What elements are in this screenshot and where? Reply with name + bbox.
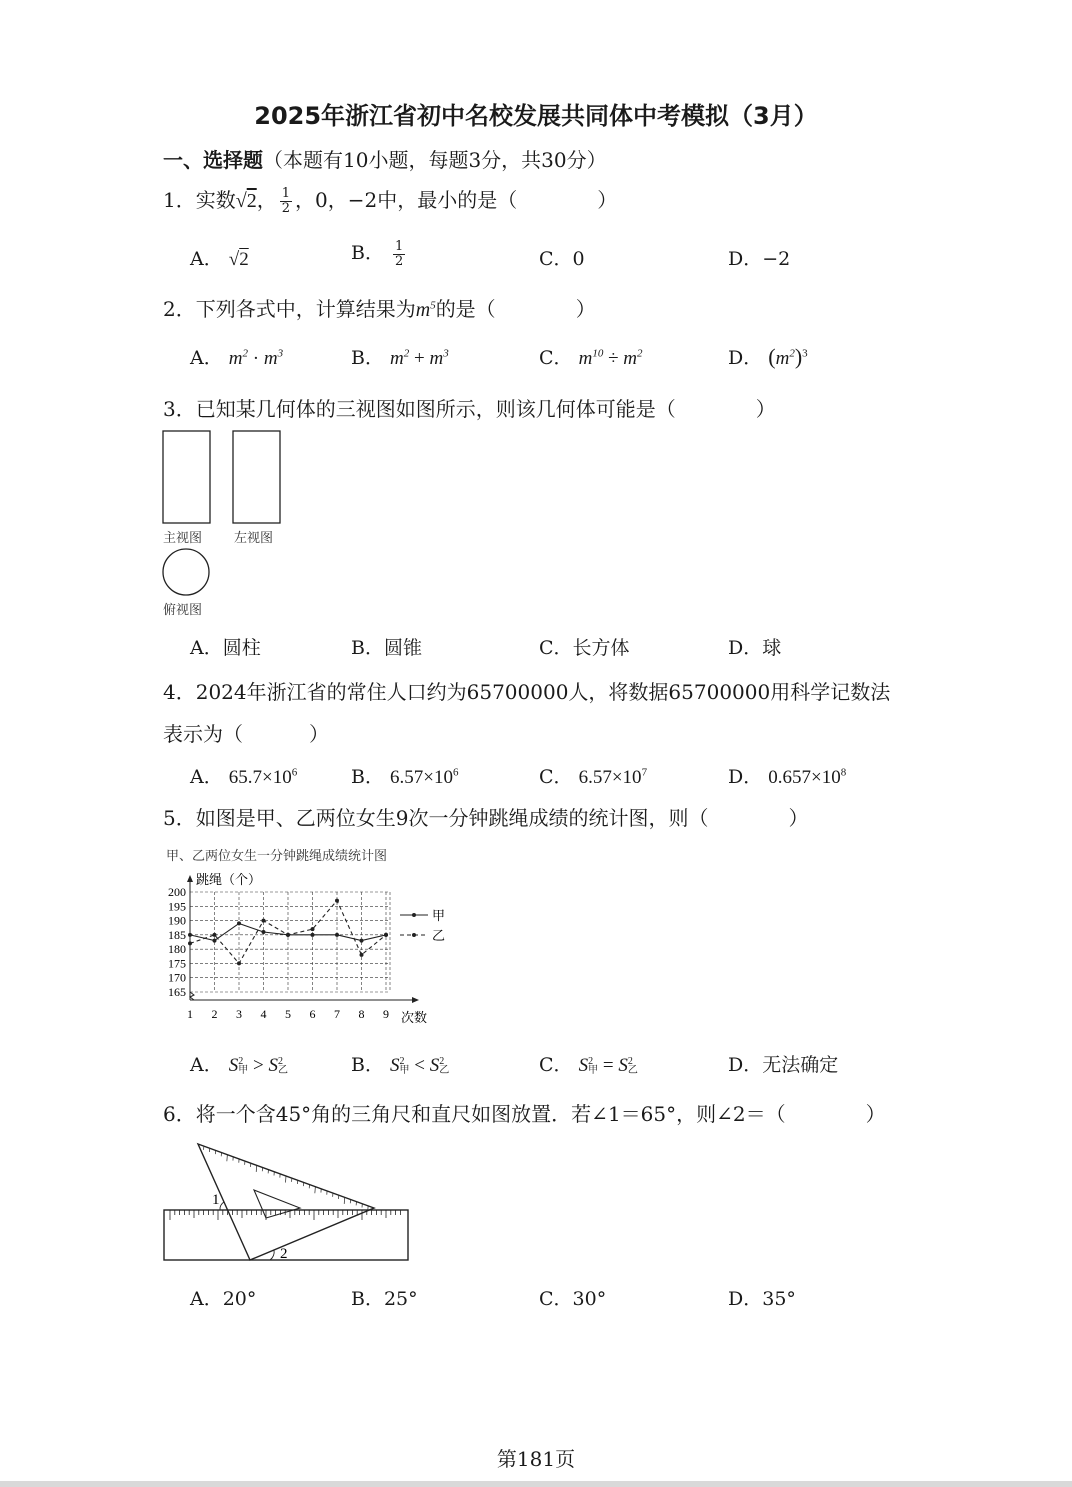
q1-option-a-label: A．: [190, 248, 223, 270]
jump-rope-line-chart: [158, 868, 458, 1028]
q1-text: 实数: [195, 188, 236, 212]
q5-option-a[interactable]: A． S 2 甲 > S 2 乙: [190, 1054, 288, 1076]
q2-option-a[interactable]: A． $m^2 \cdot m^3$: [190, 347, 284, 369]
series-point-乙: [188, 941, 192, 945]
q6-number: 6．: [163, 1102, 196, 1126]
x-tick-label: 9: [383, 1007, 389, 1021]
q2-option-b[interactable]: B． $m^2 + m^3$: [351, 347, 449, 369]
fraction-half: $\frac{1}{2}$: [281, 186, 290, 216]
q1-option-b-label: B．: [351, 242, 384, 264]
question-1: 1．实数√2， $\frac{1}{2}$ ，0，−2中，最小的是（ ）: [163, 186, 618, 216]
q4-option-c[interactable]: C． $6.57\times 10^7$: [539, 766, 648, 788]
three-view-figure: [160, 428, 290, 598]
y-axis-label: 跳绳（个）: [196, 872, 262, 887]
y-tick-label: 185: [168, 927, 186, 942]
q1-option-b-fraction: $\frac{1}{2}$: [395, 238, 404, 269]
q4-option-d-label: D．: [728, 766, 763, 788]
y-axis-arrow: [187, 875, 193, 882]
q5-option-b[interactable]: B． S 2 甲 < S 2 乙: [351, 1054, 450, 1076]
left-view-rect: [233, 431, 280, 523]
q6-close: ）: [865, 1102, 886, 1126]
q4-option-a[interactable]: A． $65.7\times 10^6$: [190, 766, 298, 788]
y-tick-label: 190: [168, 913, 186, 928]
q5-option-c-label: C．: [539, 1054, 573, 1076]
series-point-甲: [360, 939, 364, 943]
x-tick-label: 7: [334, 1007, 340, 1021]
q3-option-c[interactable]: C．长方体: [539, 637, 630, 659]
q1-text-b: ，0，−2中，最小的是（: [295, 188, 518, 212]
series-point-甲: [335, 933, 339, 937]
series-point-甲: [237, 921, 241, 925]
q1-option-a[interactable]: [190, 244, 249, 271]
section-heading: [163, 144, 607, 173]
top-view-circle: [163, 549, 209, 595]
q1-option-d[interactable]: D．−2: [728, 248, 791, 270]
angle-1-arc: [220, 1202, 224, 1210]
series-point-乙: [213, 933, 217, 937]
legend-marker-甲: [412, 913, 416, 917]
question-3: [163, 393, 776, 422]
q3-number: 3．: [163, 397, 196, 421]
x-tick-label: 3: [236, 1007, 242, 1021]
q4-option-c-label: C．: [539, 766, 573, 788]
q4-text-line2: 表示为（: [163, 722, 243, 746]
q5-option-a-label: A．: [190, 1054, 223, 1076]
q5-number: 5．: [163, 806, 196, 830]
q2-option-a-label: A．: [190, 347, 223, 369]
front-view-label: 主视图: [163, 531, 203, 546]
series-point-甲: [262, 930, 266, 934]
q5-text: 如图是甲、乙两位女生9次一分钟跳绳成绩的统计图，则（: [195, 806, 709, 830]
page-title: 2025年浙江省初中名校发展共同体中考模拟（3月）: [254, 102, 818, 130]
q6-option-c[interactable]: C．30°: [539, 1288, 607, 1310]
question-2: [163, 293, 596, 322]
series-point-甲: [213, 939, 217, 943]
y-tick-label: 175: [168, 956, 186, 971]
q3-option-a[interactable]: A．圆柱: [190, 637, 261, 659]
q2-close: ）: [575, 297, 596, 321]
front-view-rect: [163, 431, 210, 523]
q4-number: 4．: [163, 680, 196, 704]
x-tick-label: 8: [358, 1007, 365, 1021]
q6-option-a[interactable]: A．20°: [190, 1288, 257, 1310]
legend-label-甲: 甲: [432, 908, 446, 923]
x-tick-label: 4: [260, 1007, 267, 1021]
q1-close: ）: [597, 188, 618, 212]
q1-number: 1．: [163, 188, 196, 212]
series-point-甲: [188, 933, 192, 937]
q1-option-c[interactable]: C．0: [539, 248, 585, 270]
axis-break: [190, 992, 194, 1000]
q2-option-d[interactable]: D． $(m^2)^3$: [728, 344, 808, 369]
angle-2-label: 2: [280, 1246, 288, 1262]
top-view-label: 俯视图: [163, 603, 203, 618]
q4-option-d[interactable]: D． $0.657\times 10^8$: [728, 766, 847, 788]
section-title: 一、选择题: [163, 148, 263, 172]
series-point-乙: [335, 899, 339, 903]
series-point-乙: [311, 927, 315, 931]
q4-option-a-label: A．: [190, 766, 223, 788]
series-point-甲: [311, 933, 315, 937]
q4-text-line1: 2024年浙江省的常住人口约为65700000人，将数据65700000用科学记数法: [195, 680, 891, 704]
q3-close: ）: [755, 397, 776, 421]
q2-option-c[interactable]: C． $m^{10} \div m^2$: [539, 347, 643, 369]
q6-option-d[interactable]: D．35°: [728, 1288, 796, 1310]
question-4: [163, 676, 890, 705]
q2-option-b-label: B．: [351, 347, 384, 369]
legend-label-乙: 乙: [432, 928, 446, 943]
y-tick-label: 165: [168, 985, 186, 999]
q5-option-c[interactable]: C． S 2 甲 = S 2 乙: [539, 1054, 638, 1076]
q2-option-c-label: C．: [539, 347, 573, 369]
q2-text-b: 的是（: [435, 297, 496, 321]
q2-m5: $m^5$: [415, 299, 436, 321]
x-tick-label: 2: [211, 1007, 218, 1021]
q1-option-a-sqrt: √2: [228, 249, 249, 270]
bottom-scrollbar[interactable]: [0, 1481, 1072, 1487]
q5-close: ）: [788, 806, 809, 830]
q5-option-d[interactable]: D．无法确定: [728, 1054, 839, 1076]
y-tick-label: 170: [168, 970, 186, 985]
x-tick-label: 1: [187, 1007, 193, 1021]
q4-option-b[interactable]: B． $6.57\times 10^6$: [351, 766, 459, 788]
series-point-乙: [384, 933, 388, 937]
legend-marker-乙: [412, 933, 416, 937]
page-number: 第181页: [496, 1447, 576, 1471]
left-view-label: 左视图: [234, 531, 274, 546]
q6-option-b[interactable]: B．25°: [351, 1288, 418, 1310]
q4-close: ）: [309, 722, 329, 746]
sqrt2: √2: [235, 190, 257, 212]
series-point-乙: [262, 919, 266, 923]
series-point-乙: [237, 961, 241, 965]
q2-option-d-label: D．: [728, 347, 763, 369]
q1-option-a-value: 2: [239, 249, 249, 270]
triangle-ruler-figure: [158, 1138, 418, 1268]
section-note: （本题有10小题，每题3分，共30分）: [263, 148, 607, 172]
q5-option-b-label: B．: [351, 1054, 384, 1076]
q3-text: 已知某几何体的三视图如图所示，则该几何体可能是（: [195, 397, 676, 421]
x-axis-arrow: [412, 997, 419, 1003]
q1-option-b[interactable]: [351, 238, 408, 269]
q3-option-b[interactable]: B．圆锥: [351, 637, 422, 659]
x-tick-label: 6: [309, 1007, 316, 1021]
question-5: [163, 802, 808, 831]
q3-option-d[interactable]: D．球: [728, 637, 782, 659]
angle-1-label: 1: [212, 1192, 220, 1208]
question-6: [163, 1098, 886, 1127]
q4-option-b-label: B．: [351, 766, 384, 788]
q2-text: 下列各式中，计算结果为: [195, 297, 416, 321]
y-tick-label: 180: [168, 942, 186, 957]
series-point-乙: [286, 933, 290, 937]
question-4-line2: [163, 718, 329, 747]
chart-title: 甲、乙两位女生一分钟跳绳成绩统计图: [166, 849, 388, 864]
y-tick-label: 195: [168, 899, 186, 914]
x-axis-label: 次数: [401, 1010, 428, 1025]
q6-text: 将一个含45°角的三角尺和直尺如图放置．若∠1＝65°，则∠2＝（: [195, 1102, 786, 1126]
q2-number: 2．: [163, 297, 196, 321]
series-point-乙: [360, 953, 364, 957]
x-tick-label: 5: [285, 1007, 291, 1021]
y-tick-label: 200: [168, 885, 186, 899]
